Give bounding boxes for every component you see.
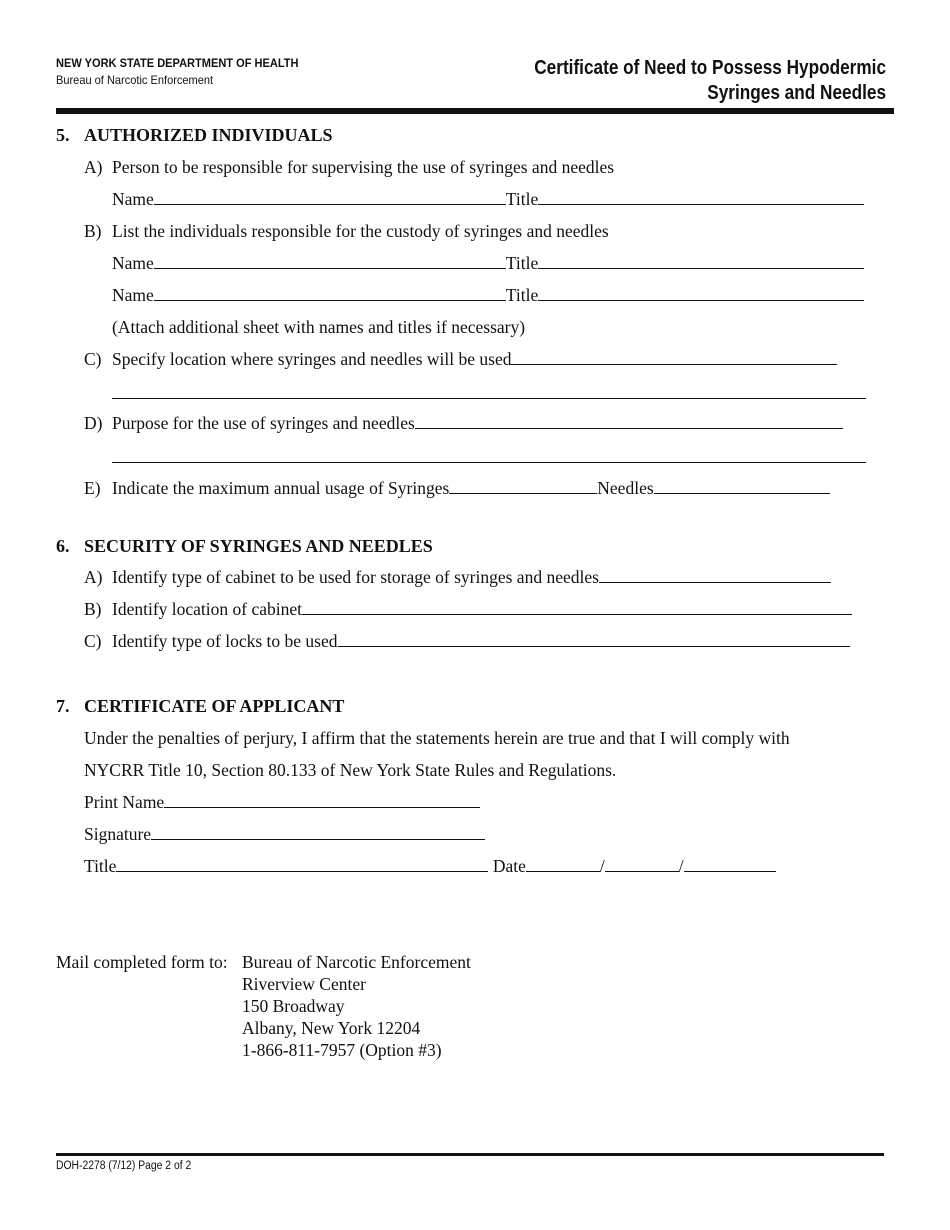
item-text: Person to be responsible for supervising the use of syringes and needles: [112, 157, 615, 177]
date-day-field[interactable]: [605, 856, 679, 872]
affirmation-line-2: NYCRR Title 10, Section 80.133 of New York State Rules and Regulations.: [84, 760, 617, 780]
date-separator: /: [678, 856, 684, 876]
affirmation-line-1: Under the penalties of perjury, I affirm that the statements herein are true and that I will comply with: [84, 728, 790, 748]
item-text: List the individuals responsible for the custody of syringes and needles: [112, 221, 609, 241]
custodian-row-2: [112, 284, 864, 306]
print-name-row: [84, 791, 480, 813]
custodian-1-title-field[interactable]: [538, 253, 864, 269]
title-label: Title: [505, 285, 539, 305]
item-5b: [84, 220, 609, 242]
item-6a: [84, 566, 831, 588]
form-title-line-1: Certificate of Need to Possess Hypodermic: [534, 57, 886, 79]
item-5c: [84, 348, 837, 370]
header-divider: [56, 108, 894, 114]
form-title-line-2: Syringes and Needles: [707, 82, 886, 104]
custodian-row-1: [112, 252, 864, 274]
section-6-heading: [56, 535, 433, 557]
date-month-field[interactable]: [526, 856, 600, 872]
cabinet-location-field[interactable]: [302, 599, 852, 615]
purpose-field[interactable]: [415, 413, 843, 429]
custodian-2-title-field[interactable]: [538, 285, 864, 301]
item-label: D): [84, 413, 103, 433]
max-syringes-field[interactable]: [449, 478, 597, 494]
section-title: CERTIFICATE OF APPLICANT: [84, 696, 345, 716]
mailing-address: [242, 951, 471, 1061]
section-title: AUTHORIZED INDIVIDUALS: [84, 125, 333, 145]
purpose-field-continued[interactable]: [112, 447, 866, 463]
print-name-label: Print Name: [84, 792, 165, 812]
cabinet-type-field[interactable]: [599, 567, 831, 583]
usage-location-field-continued[interactable]: [112, 383, 866, 399]
title-label: Title: [505, 189, 539, 209]
item-label: E): [84, 478, 101, 498]
custodian-1-name-field[interactable]: [154, 253, 506, 269]
lock-type-field[interactable]: [338, 631, 850, 647]
item-5e: [84, 477, 830, 499]
section-number: 5.: [56, 125, 70, 145]
applicant-title-field[interactable]: [116, 856, 488, 872]
bureau-name: Bureau of Narcotic Enforcement: [56, 73, 214, 87]
signature-row: [84, 823, 485, 845]
supervisor-title-field[interactable]: [538, 189, 864, 205]
item-label: B): [84, 599, 102, 619]
item-text: Specify location where syringes and needles will be used: [112, 349, 512, 369]
date-separator: /: [599, 856, 605, 876]
footer-divider: [56, 1153, 884, 1156]
title-date-row: [84, 855, 776, 877]
item-label: A): [84, 567, 103, 587]
attach-note: (Attach additional sheet with names and titles if necessary): [112, 317, 526, 337]
item-5a: [84, 156, 614, 178]
date-year-field[interactable]: [684, 856, 776, 872]
form-title: [534, 56, 886, 106]
title-label: Title: [84, 856, 117, 876]
item-text: Identify location of cabinet: [112, 599, 302, 619]
item-text: Indicate the maximum annual usage of Syringes: [112, 478, 450, 498]
print-name-field[interactable]: [164, 792, 480, 808]
needles-label: Needles: [597, 478, 654, 498]
item-label: A): [84, 157, 103, 177]
department-name: NEW YORK STATE DEPARTMENT OF HEALTH: [56, 56, 299, 70]
title-label: Title: [505, 253, 539, 273]
supervisor-row: [112, 188, 864, 210]
section-7-heading: [56, 695, 344, 717]
section-title: SECURITY OF SYRINGES AND NEEDLES: [84, 536, 433, 556]
supervisor-name-field[interactable]: [154, 189, 506, 205]
address-line: 150 Broadway: [242, 996, 345, 1016]
item-text: Purpose for the use of syringes and needles: [112, 413, 415, 433]
phone-line: 1-866-811-7957 (Option #3): [242, 1040, 442, 1060]
item-6b: [84, 598, 852, 620]
item-label: C): [84, 349, 102, 369]
mail-intro: Mail completed form to:: [56, 952, 228, 972]
date-label: Date: [492, 856, 526, 876]
section-5-heading: [56, 124, 333, 146]
section-number: 7.: [56, 696, 70, 716]
item-label: B): [84, 221, 102, 241]
signature-field[interactable]: [151, 824, 485, 840]
item-text: Identify type of locks to be used: [112, 631, 338, 651]
item-label: C): [84, 631, 102, 651]
form-code: DOH-2278 (7/12) Page 2 of 2: [56, 1160, 192, 1172]
item-5d: [84, 412, 843, 434]
name-label: Name: [112, 285, 154, 305]
item-6c: [84, 630, 850, 652]
address-line: Bureau of Narcotic Enforcement: [242, 952, 471, 972]
custodian-2-name-field[interactable]: [154, 285, 506, 301]
signature-label: Signature: [84, 824, 152, 844]
section-number: 6.: [56, 536, 70, 556]
name-label: Name: [112, 189, 154, 209]
usage-location-field[interactable]: [511, 349, 837, 365]
max-needles-field[interactable]: [654, 478, 830, 494]
address-line: Riverview Center: [242, 974, 366, 994]
name-label: Name: [112, 253, 154, 273]
address-line: Albany, New York 12204: [242, 1018, 421, 1038]
item-text: Identify type of cabinet to be used for storage of syringes and needles: [112, 567, 599, 587]
